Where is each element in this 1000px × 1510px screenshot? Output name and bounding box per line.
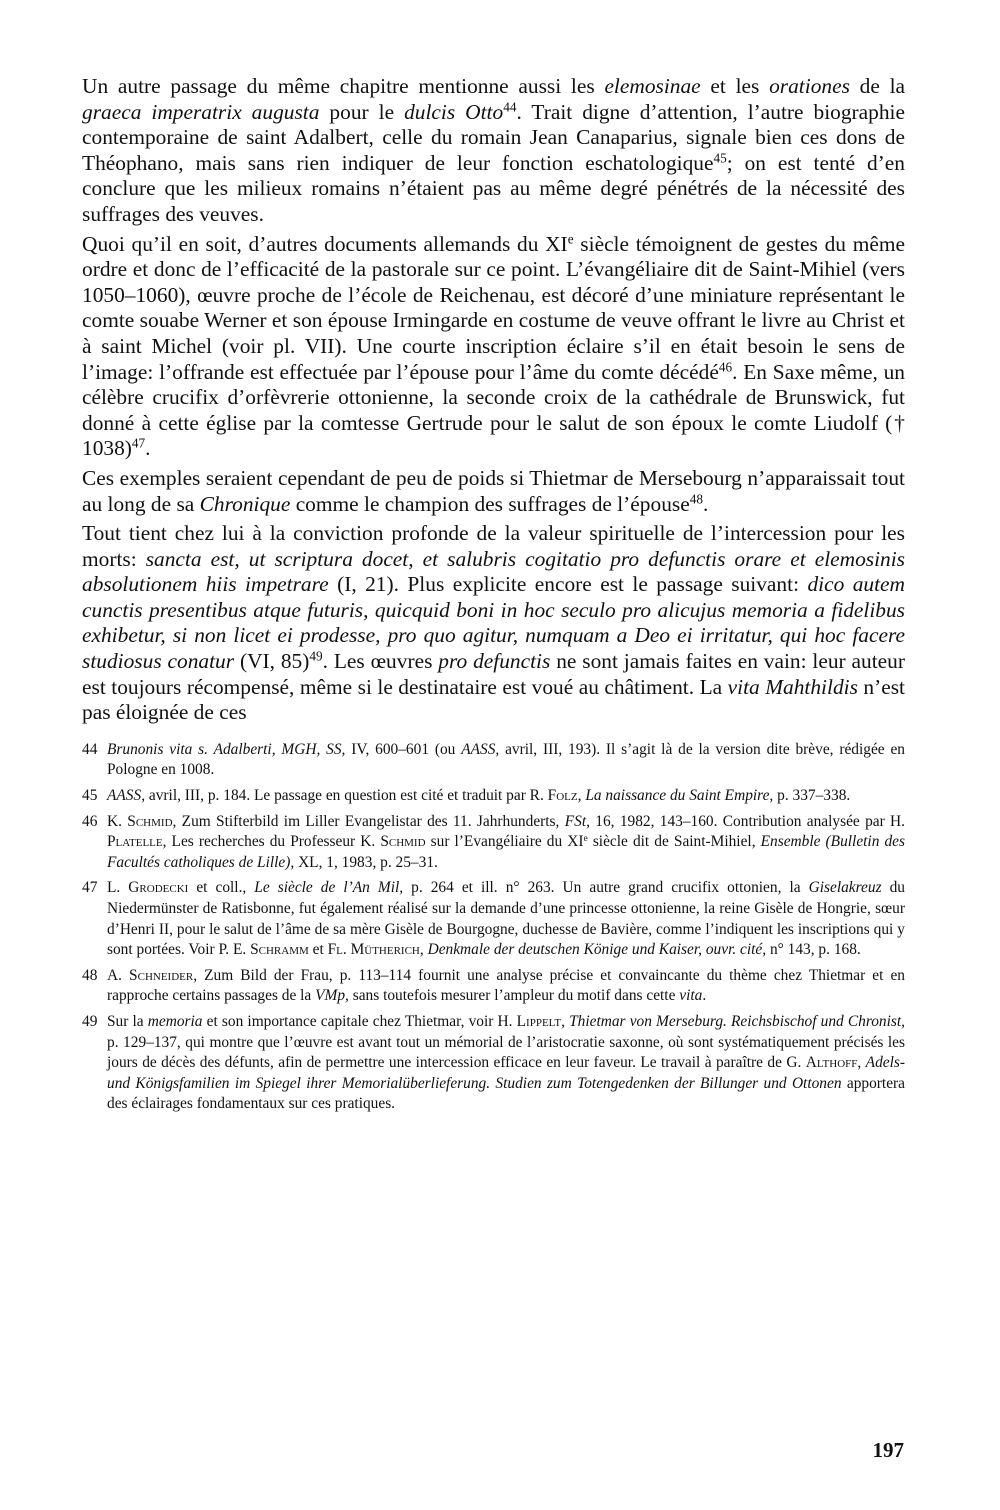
author-name: Schneider [129,966,194,984]
author-name: Althoff [805,1054,858,1072]
footnote-ref[interactable]: 49 [309,648,323,664]
text-run: . [702,491,709,516]
author-name: Folz [547,787,578,805]
footnote [82,740,905,781]
footnote-ref[interactable]: 48 [689,491,703,507]
text-run: L. [107,879,129,897]
author-name: Lippelt [516,1012,562,1030]
text-run: p. 264 et ill. n° 263. Un autre grand crucifix ottonien, la [403,879,809,897]
footnote [82,1012,905,1115]
text-run: (I, 21). Plus explicite encore est le passage suivant: [328,572,808,597]
text-run: , Zum Bild der Frau, p. 113–114 fournit une analyse précise et convaincante du thème chez Thietmar et en rapproche certains passages de la [107,966,906,1005]
latin-term: dulcis Otto [404,99,504,124]
footnote-number: 46 [82,812,98,830]
text-run: Adels- und Königsfamilien im Spiegel ihrer Memorialüberlieferung. Studien zum Totengedenken der Billunger und Ottonen [107,1054,905,1092]
text-run: (VI, 85) [234,649,310,674]
footnote-text [107,966,905,1007]
text-run: avril, III, p. 184. Le passage en question est cité et traduit par R. [145,787,548,805]
text-run: de la [849,74,906,98]
text-run: pour le [319,99,405,124]
title-italic: Chronique [199,491,291,516]
footnote-number: 49 [82,1012,98,1030]
latin-term: pro defunctis [438,649,551,674]
text-run: comme le champion des suffrages de l’épouse [290,491,690,516]
text-run: Denkmale der deutschen Könige und Kaiser, ouvr. cité, [427,941,767,959]
latin-term: elemosinae [604,74,701,98]
text-run: Sur la [107,1012,148,1030]
text-run: n’est pas éloignée de ces [82,674,905,725]
text-run: Ces exemples seraient cependant de peu de poids si Thietmar de Mersebourg n’apparaissait tout au long de sa [82,465,905,516]
text-run: et coll., [188,879,255,897]
text-run: VMp, [315,987,349,1005]
footnote-ref[interactable]: 44 [503,99,517,115]
footnotes [82,740,905,1115]
main-text [82,74,905,726]
text-run: Thietmar von Merseburg. Reichsbischof und Chronist, [569,1012,906,1030]
text-run: , [577,787,586,805]
text-run: ; on est tenté d’en conclure que les milieux romains n’étaient pas au même degré pénétrés de la nécessité des suffrages des veuves. [82,150,905,226]
text-run: Le siècle de l’An Mil, [254,879,404,897]
text-run: siècle dit de Saint-Mihiel, [587,833,761,851]
text-run: sur l’Evangéliaire du XI [425,833,584,851]
text-run: , [857,1054,866,1072]
text-run: du Niedermünster de Ratisbonne, fut également réalisé sur la demande d’une princesse ottonienne, la reine Gisèle de Hongrie, sœur d’Henri II, pour le salut de l’âme de sa mère Gisèle de Bourgogne, duchesse de Bavière, comme l’indiquent les inscriptions qui y sont portées. Voir P. E. [107,879,905,959]
latin-term: vita Mahthildis [727,674,858,699]
footnote-ref[interactable]: 46 [718,359,733,375]
text-run: Ensemble (Bulletin des Facultés catholiques de Lille), [107,833,905,871]
text-run: AASS, [107,787,146,805]
author-name: Schmid [380,833,426,851]
text-run: Brunonis vita s. Adalberti, MGH, SS, [107,740,346,758]
text-run: K. [107,812,128,830]
text-run: . Les œuvres [322,649,439,674]
page [82,74,905,1120]
text-run: , Zum Stifterbild im Liller Evangelistar des 11. Jahrhunderts, [172,812,565,830]
footnote-number: 47 [82,879,98,897]
page-number: 197 [872,1438,904,1462]
footnote-text [107,878,905,960]
superscript: e [583,832,588,844]
footnote-number: 44 [82,740,98,758]
text-run: La naissance du Saint Empire, [585,787,774,805]
footnote [82,878,905,960]
paragraph [82,521,905,726]
footnote-ref[interactable]: 45 [713,150,727,166]
text-run: Quoi qu’il en soit, d’autres documents allemands du XI [82,231,568,256]
footnote [82,966,905,1007]
text-run: . En Saxe même, un célèbre crucifix d’orfèvrerie ottonienne, la seconde croix de la cathédrale de Brunswick, fut donné à cette église par la comtesse Gertrude pour le salut de son époux le comte Liudolf († 1038) [82,359,905,461]
text-run: memoria [147,1012,203,1030]
footnote [82,812,905,874]
superscript: e [567,231,574,247]
text-run: n° 143, p. 168. [766,941,861,959]
paragraph [82,232,905,462]
paragraph [82,466,905,517]
text-run: apportera des éclairages fondamentaux sur ces pratiques. [107,1074,905,1113]
text-run: p. 129–137, qui montre que l’œuvre est avant tout un mémorial de l’aristocratie saxonne, où sont systématiquement précisés les jours de décès des défunts, afin de permettre une intercession efficace en leur faveur. Le travail à paraître de G. [107,1033,905,1072]
text-run: XL, 1, 1983, p. 25–31. [294,853,438,871]
text-run: Giselakreuz [808,879,882,897]
text-run: IV, 600–601 (ou [345,740,462,758]
text-run: , Les recherches du Professeur K. [162,833,381,851]
text-run: vita [679,987,703,1005]
author-name: Platelle [107,833,163,851]
latin-quote: sancta est, ut scriptura docet, et salubris cogitatio pro defunctis orare et elemosinis absolutionem hiis impetrare [82,546,906,597]
text-run: 16, 1982, 143–160. Contribution analysée par H. [589,812,905,830]
text-run: A. [107,966,130,984]
author-name: Schmid [127,812,173,830]
text-run: , [419,941,428,959]
paragraph [82,74,905,228]
text-run: . Trait digne d’attention, l’autre biographie contemporaine de saint Adalbert, celle du romain Jean Canaparius, signale bien ces dons de Théophano, mais sans rien indiquer de leur fonction eschatologique [82,99,905,175]
author-name: Grodecki [128,879,189,897]
text-run: Tout tient chez lui à la conviction profonde de la valeur spirituelle de l’intercession pour les morts: [82,521,905,571]
footnote-text [107,1012,905,1115]
text-run: FSt, [564,812,590,830]
text-run: et son importance capitale chez Thietmar, voir H. [202,1012,517,1030]
text-run: sans toutefois mesurer l’ampleur du motif dans cette [348,987,680,1005]
text-run: et [308,941,328,959]
footnote-text [107,812,905,874]
text-run: avril, III, 193). Il s’agit là de la version dite brève, rédigée en Pologne en 1008. [107,740,905,779]
text-run: . [702,987,707,1005]
footnote-ref[interactable]: 47 [131,436,146,452]
latin-term: orationes [769,74,850,98]
text-run: Un autre passage du même chapitre mentionne aussi les [82,74,605,98]
footnote [82,786,905,807]
text-run: siècle témoignent de gestes du même ordre et donc de l’efficacité de la pastorale sur ce point. L’évangéliaire dit de Saint-Mihiel (vers 1050–1060), œuvre proche de l’école de Reichenau, est décoré d’une miniature représentant le comte souabe Werner et son épouse Irmingarde en costume de veuve offrant le livre au Christ et à saint Michel (voir pl. VII). Une courte inscription éclaire s’il en était besoin le sens de l’image: l’offrande est effectuée par l’épouse pour l’âme du comte décédé [82,231,905,384]
text-run: AASS, [461,740,500,758]
footnote-text [107,740,905,781]
author-name: Schramm [250,941,309,959]
text-run: et les [700,74,770,98]
footnote-number: 48 [82,966,98,984]
text-run: ne sont jamais faites en vain: leur auteur est toujours récompensé, même si le destinataire est voué au châtiment. La [82,649,905,699]
footnote-number: 45 [82,787,98,805]
text-run: . [145,436,151,461]
text-run: , [561,1012,570,1030]
author-name: Fl. Mütherich [327,941,420,959]
latin-quote: dico autem cunctis presentibus atque futuris, quicquid boni in hoc seculo pro alicujus memoria a fidelibus exhibetur, si non licet ei prodesse, pro quo agitur, numquam a Deo ei irritatur, qui hoc facere studiosus conatur [82,572,905,674]
footnote-text [107,786,905,807]
latin-term: graeca imperatrix augusta [82,99,320,124]
text-run: p. 337–338. [773,787,851,805]
